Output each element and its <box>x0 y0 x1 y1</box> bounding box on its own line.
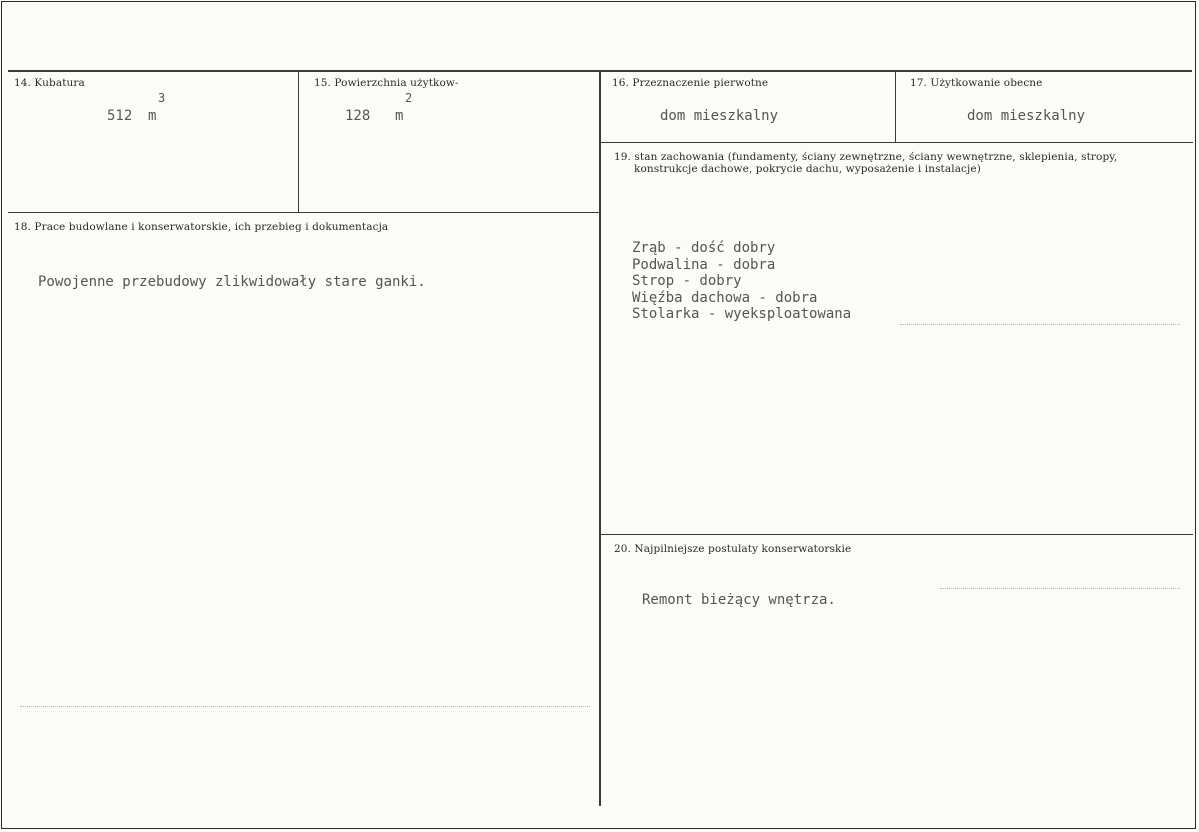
scan-artifact-line <box>20 706 590 708</box>
field-18-label: 18. Prace budowlane i konserwatorskie, ich przebieg i dokumentacja <box>14 221 389 233</box>
field-14-exponent: 3 <box>158 91 166 105</box>
rule-under-16-17 <box>601 142 1193 143</box>
field-15-number: 128 <box>345 108 371 124</box>
scan-artifact-line <box>900 324 1180 326</box>
field-20-label: 20. Najpilniejsze postulaty konserwatorskie <box>614 543 852 555</box>
divider-14-15 <box>298 72 299 213</box>
field-16-value: dom mieszkalny <box>660 108 779 124</box>
field-14-number: 512 <box>107 108 133 124</box>
field-15-label: 15. Powierzchnia użytkow- <box>314 77 459 89</box>
condition-item: Więźba dachowa - dobra <box>632 289 818 306</box>
field-14-label: 14. Kubatura <box>14 77 85 89</box>
field-18-value: Powojenne przebudowy zlikwidowały stare ganki. <box>38 274 426 290</box>
condition-item: Zrąb - dość dobry <box>632 240 776 256</box>
condition-item: Stolarka - wyeksploatowana <box>632 306 852 322</box>
condition-item: Podwalina - dobra <box>632 256 776 273</box>
field-19-label-line2: konstrukcje dachowe, pokrycie dachu, wyposażenie i instalacje) <box>634 163 981 175</box>
field-16-label: 16. Przeznaczenie pierwotne <box>612 77 769 89</box>
scan-artifact-line <box>940 588 1180 590</box>
rule-under-14-15 <box>8 212 600 213</box>
field-15-unit: m <box>395 108 404 124</box>
field-19-condition-list <box>632 240 851 323</box>
field-14-unit: m <box>148 108 157 124</box>
field-17-label: 17. Użytkowanie obecne <box>910 77 1043 89</box>
rule-above-20 <box>601 534 1193 535</box>
center-divider <box>599 72 601 806</box>
condition-item: Strop - dobry <box>632 273 742 289</box>
field-17-value: dom mieszkalny <box>967 108 1086 124</box>
field-19-label-line1: 19. stan zachowania (fundamenty, ściany zewnętrzne, ściany wewnętrzne, sklepienia, stropy, <box>614 151 1118 163</box>
divider-16-17 <box>895 72 896 142</box>
field-15-exponent: 2 <box>405 91 413 105</box>
field-20-value: Remont bieżący wnętrza. <box>642 592 836 608</box>
